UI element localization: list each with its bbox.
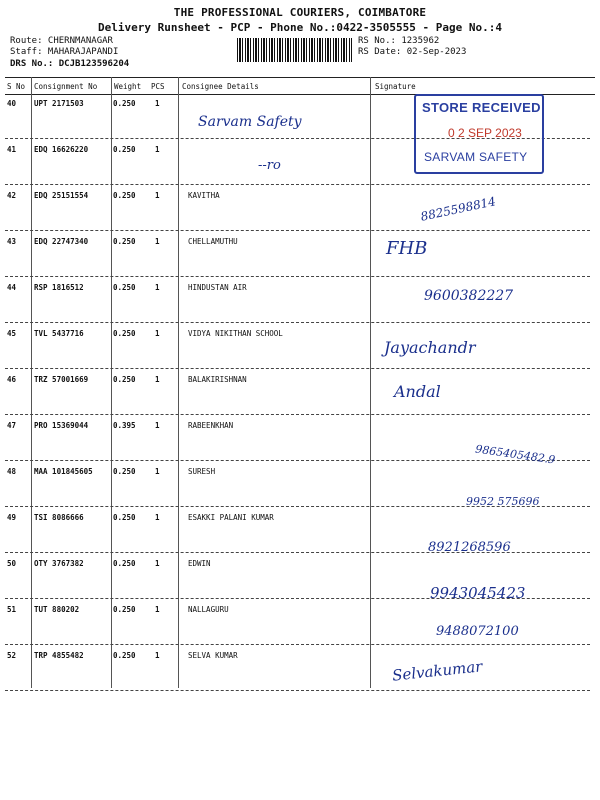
serial-number: 44 <box>7 283 17 292</box>
route-label: Route: CHERNMANAGAR <box>10 36 113 46</box>
serial-number: 47 <box>7 421 17 430</box>
pieces: 1 <box>155 513 160 522</box>
weight: 0.250 <box>113 605 136 614</box>
consignment-number: TSI 8086666 <box>34 513 84 522</box>
weight: 0.250 <box>113 467 136 476</box>
serial-number: 43 <box>7 237 17 246</box>
col-pcs: PCS <box>151 82 165 91</box>
barcode <box>237 38 352 62</box>
handwritten-signature: FHB <box>386 238 428 259</box>
pieces: 1 <box>155 191 160 200</box>
serial-number: 48 <box>7 467 17 476</box>
serial-number: 42 <box>7 191 17 200</box>
serial-number: 52 <box>7 651 17 660</box>
pieces: 1 <box>155 467 160 476</box>
consignment-number: TUT 880202 <box>34 605 80 614</box>
consignee-name: VIDYA NIKITHAN SCHOOL <box>188 329 283 338</box>
handwritten-phone: 8921268596 <box>428 540 511 555</box>
consignment-number: TVL 5437716 <box>34 329 84 338</box>
col-consignee: Consignee Details <box>182 82 259 91</box>
handwritten-signature: Selvakumar <box>391 657 484 685</box>
pieces: 1 <box>155 145 160 154</box>
store-received-stamp <box>414 94 544 174</box>
rs-date: RS Date: 02-Sep-2023 <box>358 47 467 57</box>
drs-number: DRS No.: DCJB123596204 <box>10 59 130 69</box>
pieces: 1 <box>155 421 160 430</box>
consignee-name: BALAKIRISHNAN <box>188 375 247 384</box>
consignment-number: TRZ 57001669 <box>34 375 89 384</box>
table-row <box>5 645 590 691</box>
weight: 0.250 <box>113 145 136 154</box>
weight: 0.395 <box>113 421 136 430</box>
table-row <box>5 185 590 231</box>
consignee-name: NALLAGURU <box>188 605 229 614</box>
serial-number: 41 <box>7 145 17 154</box>
table-row <box>5 369 590 415</box>
pieces: 1 <box>155 99 160 108</box>
weight: 0.250 <box>113 651 136 660</box>
pieces: 1 <box>155 375 160 384</box>
stamp-title: STORE RECEIVED <box>422 100 541 115</box>
handwritten-phone: 9600382227 <box>424 288 514 304</box>
handwritten-phone: 9865405482.9 <box>474 442 556 467</box>
handwritten-mark: --ro <box>258 158 281 173</box>
consignee-name: EDWIN <box>188 559 211 568</box>
weight: 0.250 <box>113 237 136 246</box>
table-row <box>5 231 590 277</box>
consignee-name: ESAKKI PALANI KUMAR <box>188 513 274 522</box>
weight: 0.250 <box>113 99 136 108</box>
consignment-number: EDQ 25151554 <box>34 191 89 200</box>
consignee-name: CHELLAMUTHU <box>188 237 238 246</box>
col-weight: Weight <box>114 82 142 91</box>
table-row <box>5 323 590 369</box>
consignee-name: SELVA KUMAR <box>188 651 238 660</box>
serial-number: 45 <box>7 329 17 338</box>
handwritten-phone: 9952 575696 <box>466 495 540 508</box>
pieces: 1 <box>155 237 160 246</box>
consignment-number: RSP 1816512 <box>34 283 84 292</box>
stamp-date: 0 2 SEP 2023 <box>448 126 522 140</box>
consignment-number: MAA 101845605 <box>34 467 93 476</box>
handwritten-signature: Andal <box>394 382 441 401</box>
handwritten-phone: 9943045423 <box>430 584 526 602</box>
pieces: 1 <box>155 283 160 292</box>
weight: 0.250 <box>113 513 136 522</box>
serial-number: 49 <box>7 513 17 522</box>
serial-number: 46 <box>7 375 17 384</box>
consignee-name: SURESH <box>188 467 216 476</box>
pieces: 1 <box>155 329 160 338</box>
row-divider <box>5 690 590 691</box>
handwritten-phone: 8825598814 <box>419 194 497 224</box>
runsheet-title: Delivery Runsheet - PCP - Phone No.:0422-3505555 - Page No.:4 <box>98 21 502 34</box>
consignment-number: TRP 4855482 <box>34 651 84 660</box>
handwritten-name: Sarvam Safety <box>198 114 302 130</box>
consignee-name: HINDUSTAN AIR <box>188 283 247 292</box>
serial-number: 51 <box>7 605 17 614</box>
consignment-number: EDQ 16626220 <box>34 145 89 154</box>
weight: 0.250 <box>113 191 136 200</box>
consignment-number: PRO 15369044 <box>34 421 89 430</box>
weight: 0.250 <box>113 329 136 338</box>
rs-number: RS No.: 1235962 <box>358 36 440 46</box>
serial-number: 40 <box>7 99 17 108</box>
col-consignment: Consignment No <box>34 82 98 91</box>
col-sno: S No <box>7 82 26 91</box>
col-signature: Signature <box>375 82 416 91</box>
consignment-number: OTY 3767382 <box>34 559 84 568</box>
consignment-number: UPT 2171503 <box>34 99 84 108</box>
pieces: 1 <box>155 559 160 568</box>
weight: 0.250 <box>113 283 136 292</box>
consignment-number: EDQ 22747340 <box>34 237 89 246</box>
pieces: 1 <box>155 605 160 614</box>
weight: 0.250 <box>113 375 136 384</box>
weight: 0.250 <box>113 559 136 568</box>
serial-number: 50 <box>7 559 17 568</box>
consignee-name: KAVITHA <box>188 191 220 200</box>
handwritten-phone: 9488072100 <box>436 624 519 639</box>
stamp-company: SARVAM SAFETY <box>424 150 528 164</box>
company-name: THE PROFESSIONAL COURIERS, COIMBATORE <box>173 6 427 19</box>
pieces: 1 <box>155 651 160 660</box>
consignee-name: RABEENKHAN <box>188 421 234 430</box>
handwritten-signature: Jayachandr <box>384 338 476 357</box>
staff-label: Staff: MAHARAJAPANDI <box>10 47 119 57</box>
